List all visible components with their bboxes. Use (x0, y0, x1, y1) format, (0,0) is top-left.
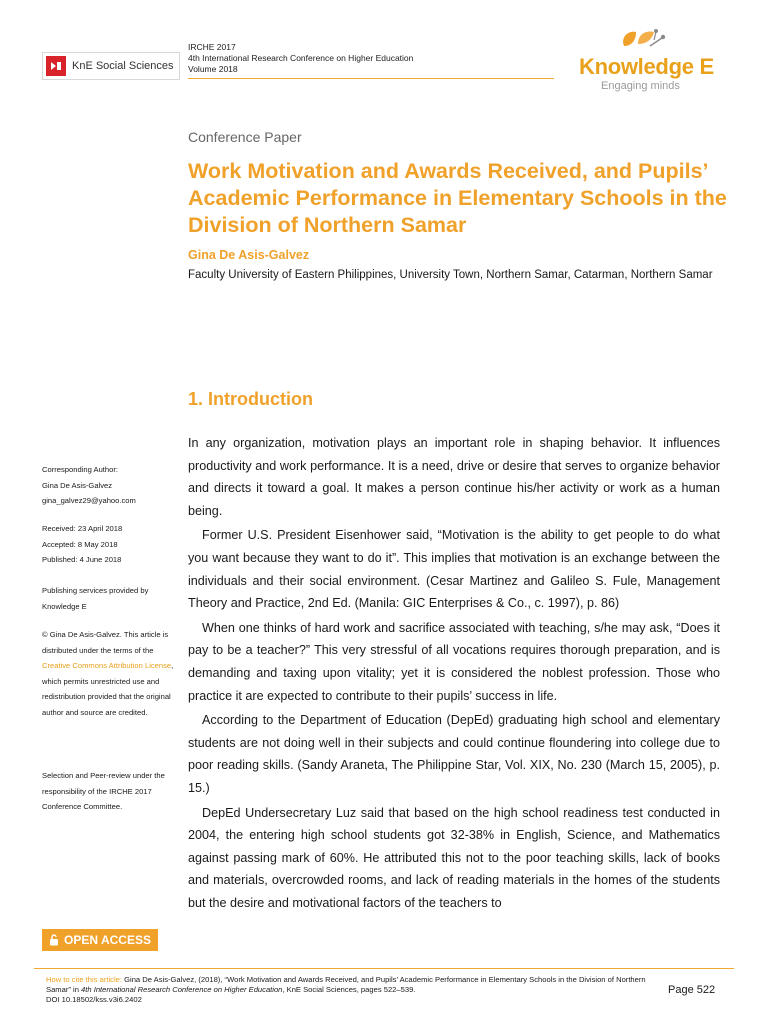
conference-short: IRCHE 2017 (188, 42, 236, 52)
body-text (188, 432, 720, 916)
corresponding-name: Gina De Asis-Galvez (42, 480, 113, 490)
publishing-services: Publishing services provided by Knowledge E (42, 586, 149, 611)
license-pre: This article is distributed under the terms of the (42, 630, 169, 655)
open-lock-icon (49, 934, 59, 946)
selection-block: Selection and Peer-review under the responsibility of the IRCHE 2017 Conference Committee. (42, 771, 165, 811)
knowledge-e-tagline: Engaging minds (601, 80, 680, 92)
license-link[interactable]: Creative Commons Attribution License (42, 661, 172, 670)
dates-block (42, 521, 178, 568)
header-rule (188, 78, 554, 79)
paper-type: Conference Paper (188, 129, 302, 145)
corresponding-email[interactable]: gina_galvez29@yahoo.com (42, 496, 136, 505)
footer-rule (34, 968, 734, 969)
copyright-holder: Gina De Asis-Galvez. (49, 630, 122, 639)
cite-pages: , KnE Social Sciences, pages 522–539. (282, 985, 416, 995)
published-date: Published: 4 June 2018 (42, 555, 122, 564)
paragraph: In any organization, motivation plays an important role in shaping behavior. It influences productivity and work performance. It is a need, drive or desire that serves to organize behavior and directs it toward a goal. It makes a person continue his/her activity or work as a human being. (188, 436, 720, 518)
cite-text: Gina De Asis-Galvez, (2018), “Work Motivation and Awards Received, and Pupils’ Academic Performance in Elementary Schools in the Division of Northern Samar” in (46, 975, 646, 995)
license-post: , which permits unrestricted use and redistribution provided that the original author and source are credited. (42, 661, 174, 717)
doi[interactable]: DOI 10.18502/kss.v3i6.2402 (46, 995, 142, 1005)
conference-full: 4th International Research Conference on Higher Education (188, 53, 414, 63)
corresponding-label: Corresponding Author: (42, 465, 118, 474)
citation-block (46, 975, 646, 1006)
copyright-icon: © (42, 630, 48, 639)
paragraph: According to the Department of Education (DepEd) graduating high school and elementary students are not doing well in their subjects and could continue floundering into college due to poor reading skills. (Sandy Araneta, The Philippine Star, Vol. XIX, No. 230 (March 15, 2005), p. 15.) (188, 713, 720, 795)
page-number: Page 522 (668, 984, 716, 996)
kne-logo-text: KnE Social Sciences (72, 60, 174, 72)
author-name: Gina De Asis-Galvez (188, 248, 310, 262)
kne-social-sciences-logo (42, 52, 180, 80)
received-date: Received: 23 April 2018 (42, 524, 123, 533)
paragraph: When one thinks of hard work and sacrifice associated with teaching, s/he may ask, “Does it pay to be a teacher?” This very stressful of all vocations requires thorough preparation, and is demanding and taxing upon vitality; yet it is considered the noblest profession. Those who practice it are expected to contribute to their pupils’ success in life. (188, 620, 720, 703)
section-heading: 1. Introduction (188, 389, 313, 409)
volume: Volume 2018 (188, 64, 238, 74)
accepted-date: Accepted: 8 May 2018 (42, 539, 118, 549)
cite-label: How to cite this article: (46, 975, 122, 984)
paper-title: Work Motivation and Awards Received, and Pupils’ Academic Performance in Elementary Schools in the Division of Northern Samar (188, 159, 727, 237)
license-block (42, 627, 178, 720)
corresponding-author-block (42, 462, 178, 509)
kne-logo-icon (46, 56, 66, 76)
open-access-label: OPEN ACCESS (64, 933, 151, 947)
knowledge-e-wordmark: Knowledge E (579, 54, 714, 79)
conference-info (188, 42, 413, 75)
open-access-badge (42, 929, 158, 951)
paragraph: Former U.S. President Eisenhower said, “Motivation is the ability to get people to do what you want because they want to do it”. This implies that motivation is an exchange between the individuals and their social environment. (Cesar Martinez and Galileo S. Fule, Management Theory and Practice, 2nd Ed. (Manila: GIC Enterprises & Co., c. 1997), p. 86) (188, 528, 720, 611)
paragraph: DepEd Undersecretary Luz said that based on the high school readiness test conducted in 2004, the entering high school students got 32-38% in English, Science, and Mathematics against passing mark of 60%. He attributed this not to the poor teaching skills, lack of books and materials, overcrowded rooms, and lack of reading materials in the homes of the students but the desire and motivational factors of the teachers to (188, 805, 720, 910)
author-affiliation: Faculty University of Eastern Philippines, University Town, Northern Samar, Catarman, Northern Samar (188, 269, 713, 281)
cite-conference: 4th International Research Conference on Higher Education (81, 985, 283, 995)
